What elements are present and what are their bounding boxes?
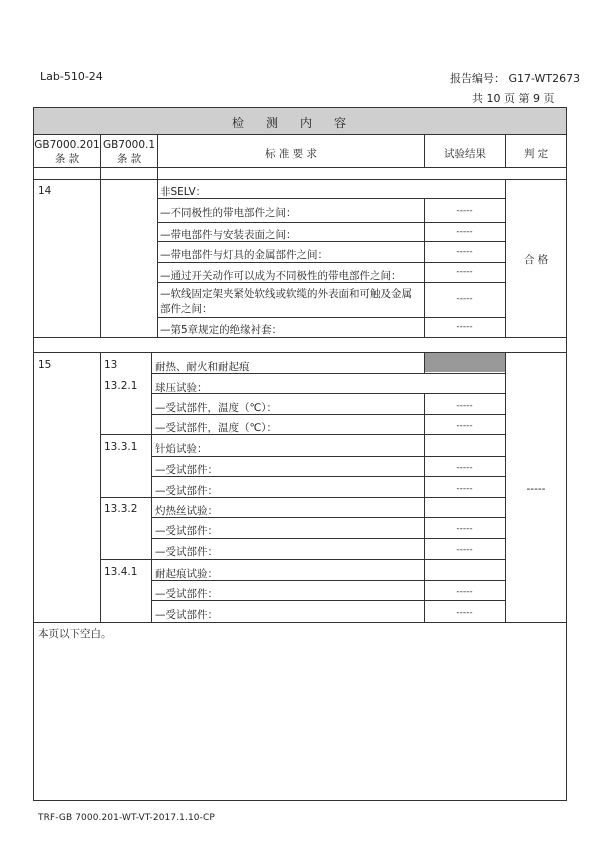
clause-15: 15 [38,359,52,371]
group-item: —受试部件： [155,546,218,558]
s14-result: ----- [456,227,473,237]
s14-item: —不同极性的带电部件之间： [160,207,297,219]
s14-item: —第5章规定的绝缘衬套： [160,324,283,336]
group-item: —受试部件： [155,525,218,537]
group-code: 13.3.1 [104,441,138,453]
s15-result: ----- [456,463,473,473]
s14-item: —软线固定架夹紧处软线或软缆的外表面和可触及金属 [160,288,412,300]
s15-result: ----- [456,401,473,411]
s15-result: ----- [456,545,473,555]
group-title: 灼热丝试验： [155,505,218,517]
blank-note: 本页以下空白。 [38,628,112,640]
group-item: —受试部件： [155,588,218,600]
s14-verdict: 合 格 [523,254,549,266]
col1-header: GB7000.201 条 款 [34,139,100,165]
s15-result: ----- [456,524,473,534]
group-title: 耐起痕试验： [155,568,218,580]
group-title: 针焰试验： [155,443,208,455]
group-item: —受试部件： [155,609,218,621]
table-band: 检测内容 [33,107,567,135]
s14-result: ----- [456,206,473,216]
lab-code: Lab-510-24 [40,70,103,83]
group-code: 13.4.1 [104,566,138,578]
s14-result: ----- [456,247,473,257]
col5-header: 判 定 [523,148,549,160]
group-item: —受试部件： [155,485,218,497]
s15-verdict: ----- [526,483,546,495]
s14-title: 非SELV： [160,186,207,198]
s14-result: ----- [456,294,473,304]
s15-title: 耐热、耐火和耐起痕 [155,361,250,373]
col2-header: GB7000.1 条 款 [102,139,156,165]
group-item: —受试部件，温度（℃）： [155,402,278,414]
s15-result: ----- [456,587,473,597]
report-number: 报告编号： G17-WT2673 [450,72,581,85]
s15-result: ----- [456,608,473,618]
group-item: —受试部件，温度（℃）： [155,422,278,434]
page-count: 共 10 页 第 9 页 [472,92,555,105]
shaded-cell [425,353,505,372]
group-code: 13.3.2 [104,503,138,515]
col4-header: 试验结果 [444,148,486,160]
s15-result: ----- [456,421,473,431]
s14-result: ----- [456,322,473,332]
s14-result: ----- [456,267,473,277]
s14-item: —带电部件与灯具的金属部件之间： [160,249,328,261]
group-title: 球压试验： [155,382,208,394]
s15-subclause: 13 [104,359,118,371]
group-code: 13.2.1 [104,380,138,392]
s14-item: —通过开关动作可以成为不同极性的带电部件之间： [160,270,402,282]
group-item: —受试部件： [155,464,218,476]
s14-item: 部件之间： [160,303,213,315]
clause-14: 14 [38,185,52,197]
form-code: TRF-GB 7000.201-WT-VT-2017.1.10-CP [38,813,215,823]
col3-header: 标 准 要 求 [264,148,317,160]
s14-item: —带电部件与安装表面之间： [160,229,297,241]
s15-result: ----- [456,484,473,494]
